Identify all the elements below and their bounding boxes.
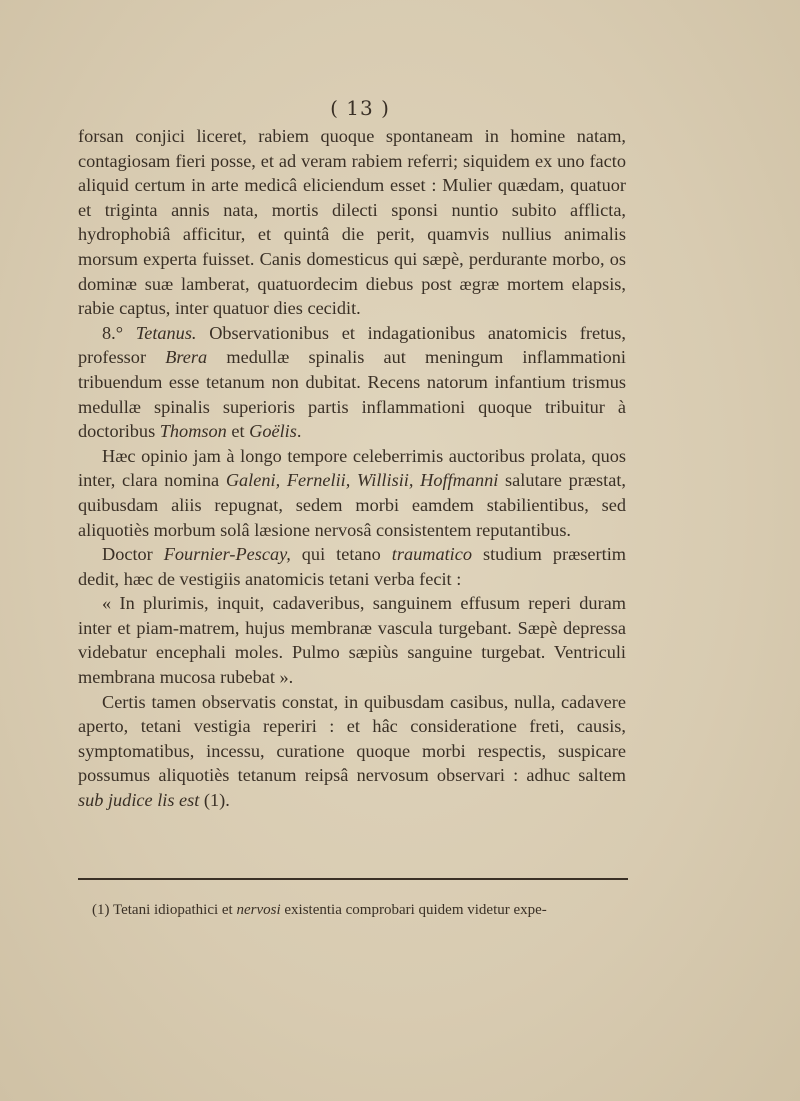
emphasis-word: traumatico	[391, 544, 473, 565]
author-name: Thomson	[159, 421, 227, 442]
author-name: Goëlis	[249, 421, 297, 442]
section-number: 8.°	[102, 322, 124, 343]
section-title: Tetanus.	[135, 322, 197, 343]
paragraph-quotation: « In plurimis, inquit, cadaveribus, sanguinem effusum reperi duram inter et piam-matrem, hujus membranæ vascula turgebant. Sæpè depressa videbatur encephali moles. Pulmo sæpiùs sanguine turgebat. Ventriculi membrana mucosa rubebat ».	[78, 593, 626, 688]
page-number: ( 13 )	[330, 96, 390, 120]
latin-phrase: sub judice lis est	[78, 790, 200, 811]
footnote-divider	[78, 878, 628, 880]
footnote: (1) Tetani idiopathici et nervosi existentia comprobari quidem videtur expe-	[92, 902, 547, 918]
author-name: Fournier-Pescay,	[163, 544, 291, 565]
author-names: Galeni, Fernelii, Willisii, Hoffmanni	[225, 470, 499, 491]
paragraph-fournier: Doctor Fournier-Pescay, qui tetano traumatico studium præsertim dedit, hæc de vestigiis anatomicis tetani verba fecit :	[78, 544, 626, 589]
footnote-emphasis: nervosi	[236, 902, 281, 918]
paragraph-conclusion: Certis tamen observatis constat, in quibusdam casibus, nulla, cadavere aperto, tetani vestigia reperiri : et hâc consideratione freti, causis, symptomatibus, incessu, curatione quoque morbi respectis, suspicare possumus aliquotiès tetanum reipsâ nervosum observari : adhuc saltem sub judice lis est (1).	[78, 691, 626, 811]
paragraph-rabies: forsan conjici liceret, rabiem quoque spontaneam in homine natam, contagiosam fieri posse, et ad veram rabiem referri; siquidem ex uno facto aliquid certum in arte medicâ eliciendum esset : Mulier quædam, quatuor et triginta annis nata, mortis dilecti sponsi nuntio subito afflicta, hydrophobiâ afficitur, et quintâ die perit, quamvis nullius animalis morsum experta fuisset. Canis domesticus qui sæpè, perdurante morbo, os dominæ suæ lamberat, quatuordecim diebus post ægræ mortem elapsis, rabie captus, inter quatuor dies cecidit.	[78, 126, 626, 319]
body-text	[78, 124, 626, 813]
author-name: Brera	[165, 347, 208, 368]
paragraph-opinion: Hæc opinio jam à longo tempore celeberrimis auctoribus prolata, quos inter, clara nomina Galeni, Fernelii, Willisii, Hoffmanni salutare præstat, quibusdam aliis repugnat, sedem morbi eamdem stabilientibus, sed aliquotiès morbum solâ læsione nervosâ consistentem reputantibus.	[78, 445, 626, 540]
paragraph-tetanus: 8.° Tetanus. Observationibus et indagationibus anatomicis fretus, professor Brera medullæ spinalis aut meningum inflammationi tribuendum esse tetanum non dubitat. Recens natorum infantium trismus medullæ spinalis superioris partis inflammationi quoque tribuitur à doctoribus Thomson et Goëlis.	[78, 322, 626, 442]
